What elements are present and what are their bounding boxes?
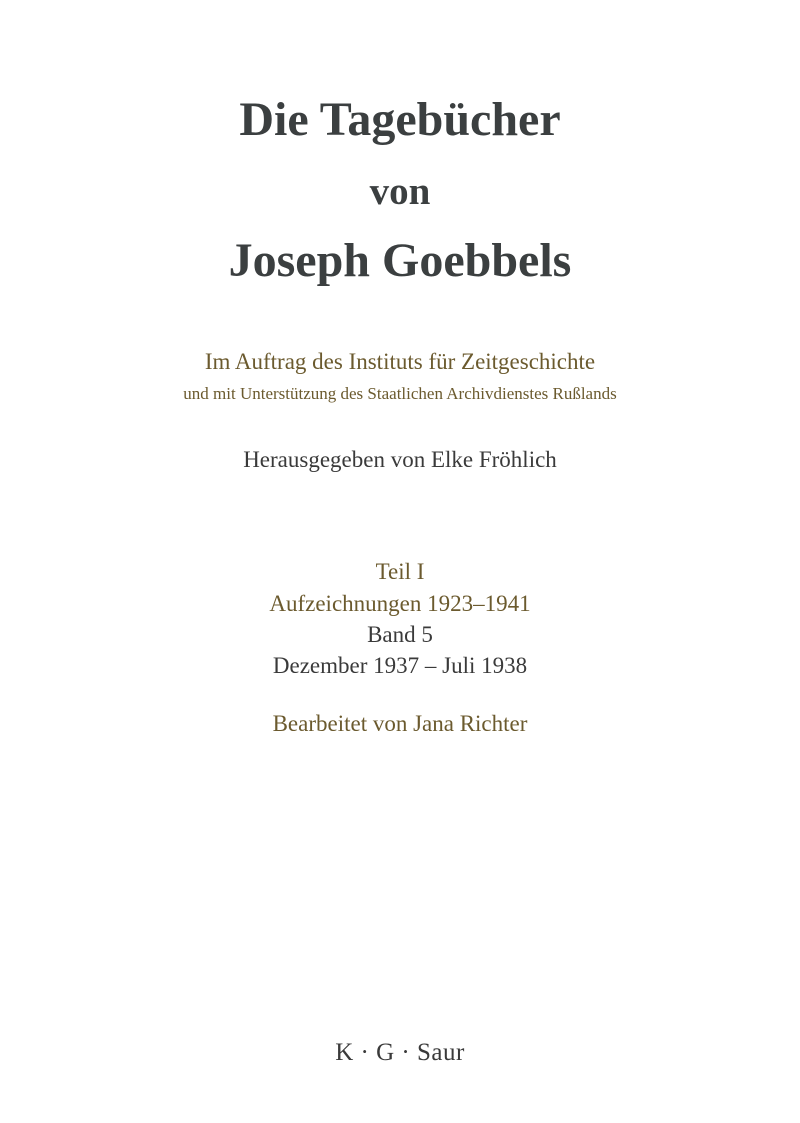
volume-period: Dezember 1937 – Juli 1938 (272, 653, 528, 678)
publisher-name: K · G · Saur (335, 1039, 465, 1066)
title-line-3: Joseph Goebbels (228, 234, 572, 287)
volume-part: Teil I (375, 559, 425, 584)
volume-band: Band 5 (367, 622, 433, 647)
commission-line-1: Im Auftrag des Instituts für Zeitgeschichte (204, 349, 596, 374)
edited-by-line: Bearbeitet von Jana Richter (272, 711, 528, 736)
title-line-1: Die Tagebücher (239, 93, 561, 146)
title-line-2: von (369, 170, 431, 213)
commission-line-2: und mit Unterstützung des Staatlichen Archivdienstes Rußlands (183, 384, 617, 403)
editor-line: Herausgegeben von Elke Fröhlich (243, 447, 557, 472)
volume-series: Aufzeichnungen 1923–1941 (269, 591, 531, 616)
